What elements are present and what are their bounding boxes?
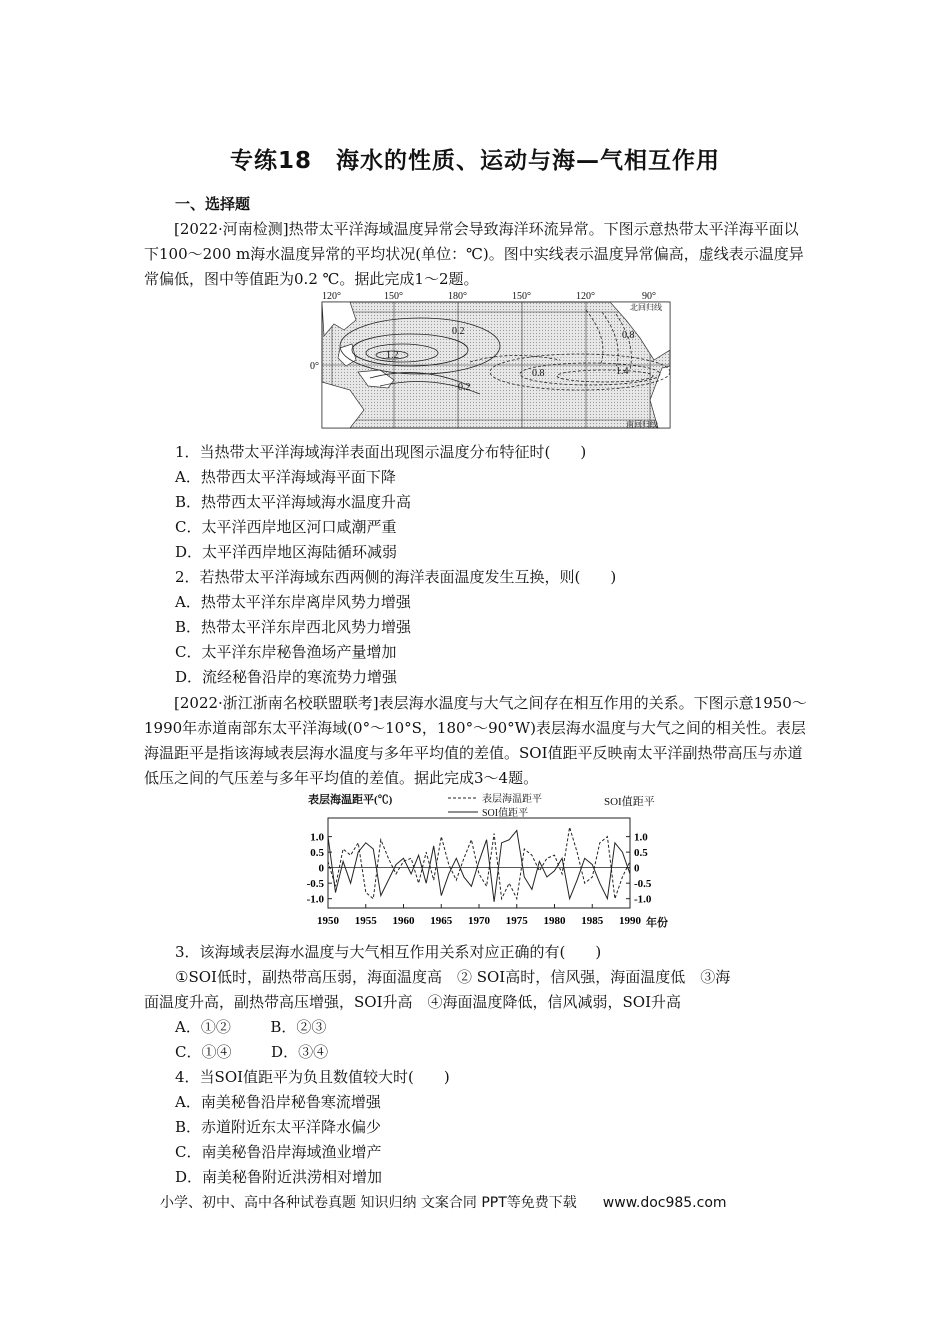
q2-option-b[interactable]: B．热带太平洋东岸西北风势力增强 xyxy=(175,618,412,636)
q3-desc-line-2: 面温度升高，副热带高压增强，SOI升高 ④海面温度降低，信风减弱，SOI升高 xyxy=(144,993,682,1011)
lon-label: 120° xyxy=(576,291,595,302)
y-tick-label-left: 1.0 xyxy=(310,831,324,844)
contour-label: 0.2 xyxy=(458,382,471,393)
q3-options-row-1 xyxy=(175,1016,326,1037)
section-heading: 一、选择题 xyxy=(175,195,251,213)
q1-stem: 1．当热带太平洋海域海洋表面出现图示温度分布特征时( ) xyxy=(175,443,587,461)
q3-option-a[interactable]: A．①② xyxy=(175,1018,231,1036)
contour-label: 0.8 xyxy=(622,330,635,341)
temperature-anomaly-map xyxy=(310,290,672,432)
q3-option-b[interactable]: B．②③ xyxy=(270,1018,327,1036)
y-tick-label-left: -0.5 xyxy=(306,878,324,891)
x-tick-label: 1980 xyxy=(543,915,566,927)
q4-option-d[interactable]: D．南美秘鲁附近洪涝相对增加 xyxy=(175,1168,383,1186)
q3-options-row-2 xyxy=(175,1041,328,1062)
q3-option-c[interactable]: C．①④ xyxy=(175,1043,232,1061)
footer-text: 小学、初中、高中各种试卷真题 知识归纳 文案合同 PPT等免费下载 xyxy=(160,1195,577,1211)
y-tick-label-right: -1.0 xyxy=(634,893,652,906)
contour-label: 0.2 xyxy=(452,326,465,337)
y-tick-label-right: 0.5 xyxy=(634,847,648,860)
x-tick-label: 1955 xyxy=(354,915,377,927)
intro-text-2: [2022·浙江浙南名校联盟联考]表层海水温度与大气之间存在相互作用的关系。下图示意1950～1990年赤道南部东太平洋海域(0°～10°S，180°～90°W)表层海水温度与大气之间的相关性。表层海温距平是指该海域表层海水温度与多年平均值的差值。SOI值距平反映南太平洋副热带高压与赤道低压之间的气压差与多年平均值的差值。据此完成3～4题。 xyxy=(144,694,807,787)
footer-url[interactable]: www.doc985.com xyxy=(602,1195,727,1211)
lon-label: 150° xyxy=(512,291,531,302)
y-tick-label-left: 0.5 xyxy=(310,847,324,860)
lon-label: 120° xyxy=(322,291,341,302)
y-tick-label-right: -0.5 xyxy=(634,878,652,891)
x-tick-label: 1960 xyxy=(392,915,415,927)
contour-label: 0.8 xyxy=(532,368,545,379)
left-axis-title: 表层海温距平(℃) xyxy=(308,794,393,806)
y-tick-label-left: -1.0 xyxy=(306,893,324,906)
legend-sst: 表层海温距平 xyxy=(482,794,542,805)
q1-option-b[interactable]: B．热带西太平洋海域海水温度升高 xyxy=(175,493,412,511)
right-axis-title: SOI值距平 xyxy=(604,796,655,808)
x-tick-label: 1950 xyxy=(317,915,339,927)
intro-text-1: [2022·河南检测]热带太平洋海域温度异常会导致海洋环流异常。下图示意热带太平洋海平面以下100～200 m海水温度异常的平均状况(单位：℃)。图中实线表示温度异常偏高，虚线表示温度异常偏低，图中等值距为0.2 ℃。据此完成1～2题。 xyxy=(144,220,804,288)
page-footer xyxy=(160,1192,727,1212)
lon-label: 180° xyxy=(448,291,467,302)
q2-stem: 2．若热带太平洋海域东西两侧的海洋表面温度发生互换，则( ) xyxy=(175,568,617,586)
contour-label: 1.2 xyxy=(386,350,399,361)
q2-option-d[interactable]: D．流经秘鲁沿岸的寒流势力增强 xyxy=(175,668,398,686)
lon-label: 150° xyxy=(384,291,403,302)
x-tick-label: 1985 xyxy=(581,915,604,927)
sst-soi-line-chart xyxy=(300,790,680,932)
q2-option-a[interactable]: A．热带太平洋东岸离岸风势力增强 xyxy=(175,593,411,611)
q3-desc-line-1: ①SOI低时，副热带高压弱，海面温度高 ② SOI高时，信风强，海面温度低 ③海 xyxy=(175,968,731,986)
south-tropic-label: 南回归线 xyxy=(626,420,658,429)
q4-option-a[interactable]: A．南美秘鲁沿岸秘鲁寒流增强 xyxy=(175,1093,381,1111)
soi-anomaly-line xyxy=(328,830,630,901)
q1-option-d[interactable]: D．太平洋西岸地区海陆循环减弱 xyxy=(175,543,398,561)
north-tropic-label: 北回归线 xyxy=(630,303,662,312)
q3-option-d[interactable]: D．③④ xyxy=(271,1043,329,1061)
x-tick-label: 1975 xyxy=(505,915,528,927)
q2-option-c[interactable]: C．太平洋东岸秘鲁渔场产量增加 xyxy=(175,643,397,661)
x-tick-label: 1970 xyxy=(468,915,490,927)
y-tick-label-right: 0 xyxy=(634,862,640,875)
lat-label: 0° xyxy=(310,361,319,372)
y-tick-label-right: 1.0 xyxy=(634,831,648,844)
lon-label: 90° xyxy=(642,291,656,302)
page-title: 专练18 海水的性质、运动与海—气相互作用 xyxy=(229,148,720,174)
q1-option-a[interactable]: A．热带西太平洋海域海平面下降 xyxy=(175,468,396,486)
q3-stem: 3．该海域表层海水温度与大气相互作用关系对应正确的有( ) xyxy=(175,943,602,961)
legend-soi: SOI值距平 xyxy=(482,808,529,819)
y-tick-label-left: 0 xyxy=(318,862,324,875)
q4-option-b[interactable]: B．赤道附近东太平洋降水偏少 xyxy=(175,1118,382,1136)
x-tick-label: 1965 xyxy=(430,915,453,927)
intro-paragraph-1 xyxy=(144,217,812,292)
intro-paragraph-2 xyxy=(144,691,812,791)
q4-option-c[interactable]: C．南美秘鲁沿岸海域渔业增产 xyxy=(175,1143,382,1161)
q1-option-c[interactable]: C．太平洋西岸地区河口咸潮严重 xyxy=(175,518,397,536)
x-tick-label: 1990 xyxy=(619,915,641,927)
q4-stem: 4．当SOI值距平为负且数值较大时( ) xyxy=(175,1068,450,1086)
x-axis-title: 年份 xyxy=(646,917,668,929)
contour-label: 1.4 xyxy=(616,366,629,377)
